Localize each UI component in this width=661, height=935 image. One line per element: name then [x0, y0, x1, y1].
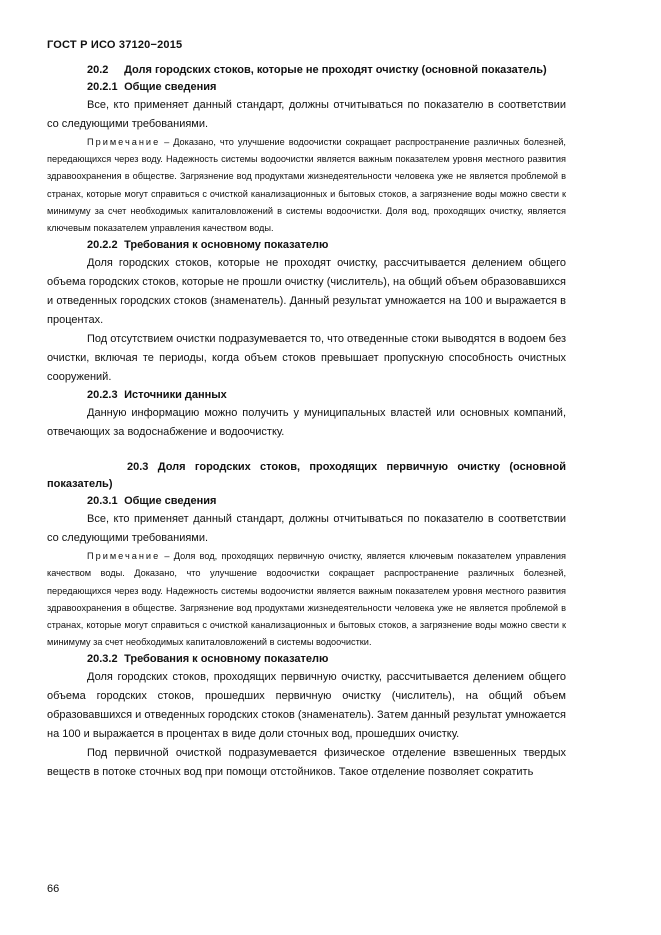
subsection-number: 20.2.3 [87, 389, 118, 402]
section-heading-20-3 [47, 459, 566, 493]
subsection-heading-20-2-1 [47, 79, 566, 96]
subsection-heading-20-3-1 [47, 493, 566, 510]
note-text: – Доказано, что улучшение водоочистки сокращает распространение различных болезней, передающихся через воду. Надежность системы водоочистки является важным показателем уровня местного развития здравоохранения в обществе. Загрязнение вод продуктами жизнедеятельности человека уже не является проблемой в странах, которые могут справиться с очисткой канализационных и бытовых стоков, а загрязнение воды можно свести к минимуму за счет необходимых капиталовложений в системы водоочистки. Доля вод, проходящих очистку, является ключевым показателем управления качеством воды. [47, 137, 566, 234]
page-number: 66 [47, 883, 60, 895]
subsection-number: 20.2.1 [87, 81, 118, 93]
section-number: 20.2 [87, 64, 109, 76]
running-header: ГОСТ Р ИСО 37120−2015 [47, 39, 183, 51]
paragraph: Доля городских стоков, которые не проходят очистку, рассчитывается делением общего объема городских стоков, которые не прошли очистку (числитель), на общий объем образовавшихся и отведенных городских стоков (знаменатель). Данный результат умножается на 100 и выражается в процентах. [47, 257, 566, 327]
paragraph: Данную информацию можно получить у муниципальных властей или основных компаний, отвечающих за водоснабжение и водоочистку. [47, 407, 566, 439]
subsection-number: 20.3.1 [87, 495, 118, 508]
note-text: – Доля вод, проходящих первичную очистку, является ключевым показателем управления качеством воды. Доказано, что улучшение водоочистки сокращает распространение различных болезней, передающихся через воду. Надежность системы водоочистки является важным показателем уровня местного развития здравоохранения в обществе. Загрязнение вод продуктами жизнедеятельности человека уже не является проблемой в странах, которые могут справиться с очисткой канализационных и бытовых стоков, а загрязнение воды можно свести к минимуму за счет необходимых капиталовложений в системы водоочистки. [47, 551, 566, 648]
subsection-number: 20.3.2 [87, 653, 118, 666]
subsection-heading-20-2-2 [47, 237, 566, 254]
paragraph: Все, кто применяет данный стандарт, должны отчитываться по показателю в соответствии со следующими требованиями. [47, 513, 566, 545]
subsection-title: Общие сведения [124, 81, 217, 93]
note-label: Примечание [87, 137, 161, 147]
paragraph: Доля городских стоков, проходящих первичную очистку, рассчитывается делением общего объема городских стоков, прошедших первичную очистку (числитель), на общий объем образовавшихся и отведенных городских стоков (знаменатель). Затем данный результат умножается на 100 и выражается в процентах в виде доли сточных вод, прошедших очистку. [47, 671, 566, 741]
subsection-heading-20-2-3 [47, 387, 566, 404]
section-title: Доля городских стоков, которые не проходят очистку (основной показатель) [124, 64, 547, 76]
section-title: Доля городских стоков, проходящих первичную очистку (основной показатель) [47, 461, 567, 491]
note-label: Примечание [87, 551, 161, 562]
note [47, 548, 566, 651]
section-gap [47, 442, 566, 459]
paragraph: Все, кто применяет данный стандарт, должны отчитываться по показателю в соответствии со следующими требованиями. [47, 99, 566, 130]
section-heading-20-2 [47, 62, 566, 79]
page-content [47, 62, 566, 782]
subsection-title: Источники данных [124, 389, 227, 402]
paragraph: Под первичной очисткой подразумевается физическое отделение взвешенных твердых веществ в потоке сточных вод при помощи отстойников. Такое отделение позволяет сократить [47, 747, 566, 779]
paragraph: Под отсутствием очистки подразумевается то, что отведенные стоки выводятся в водоем без очистки, включая те периоды, когда объем стоков превышает пропускную способность очистных сооружений. [47, 333, 566, 384]
subsection-heading-20-3-2 [47, 651, 566, 668]
note [47, 134, 566, 237]
subsection-number: 20.2.2 [87, 239, 118, 252]
subsection-title: Требования к основному показателю [124, 653, 329, 666]
subsection-title: Общие сведения [124, 495, 217, 508]
section-number: 20.3 [127, 461, 149, 474]
subsection-title: Требования к основному показателю [124, 239, 329, 252]
